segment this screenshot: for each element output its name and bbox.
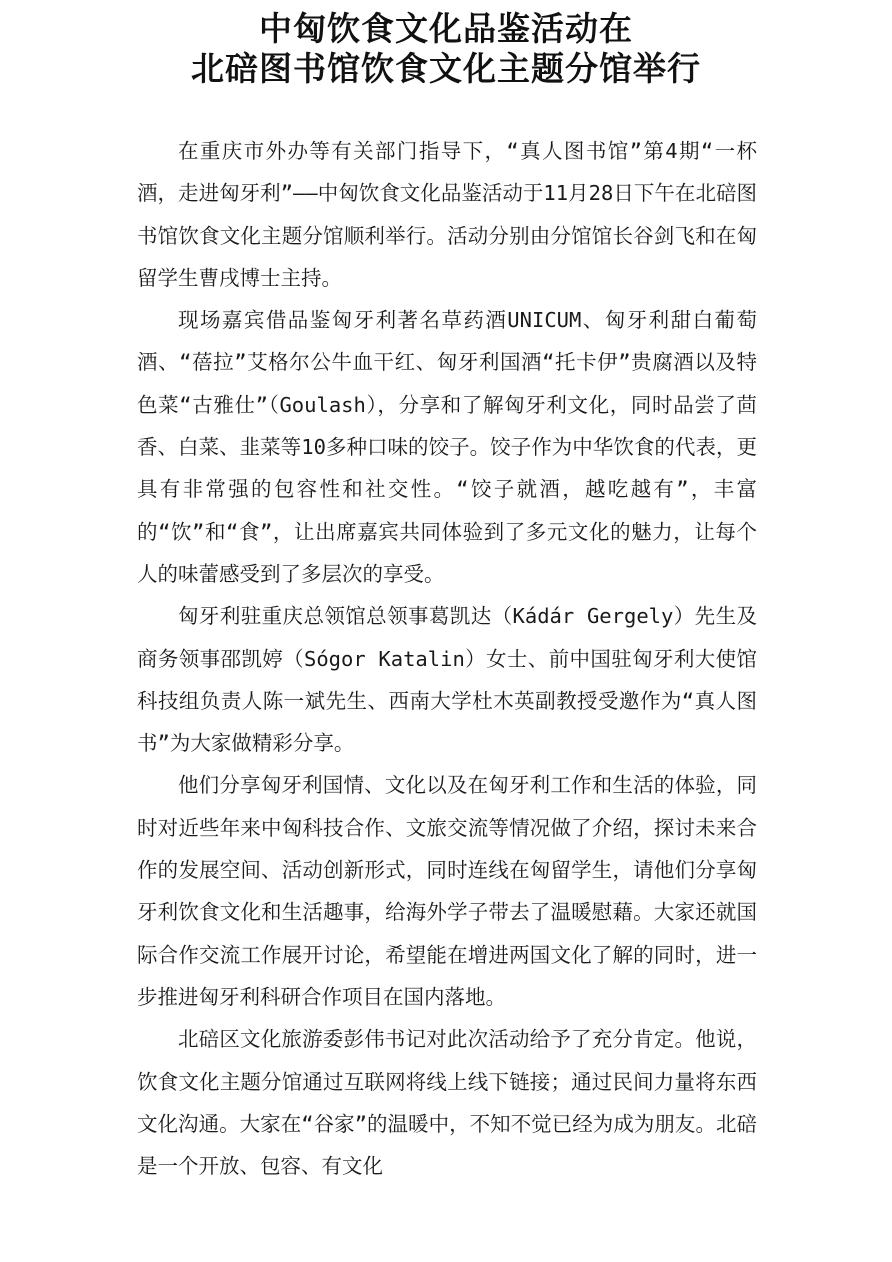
paragraph-tasting: 现场嘉宾借品鉴匈牙利著名草药酒UNICUM、匈牙利甜白葡萄酒、“蓓拉”艾格尔公牛血干红、匈牙利国酒“托卡伊”贵腐酒以及特色菜“古雅仕”（Goulash），分享和了解匈牙利文化，同时品尝了茴香、白菜、韭菜等10多种口味的饺子。饺子作为中华饮食的代表，更具有非常强的包容性和社交性。“饺子就酒，越吃越有”，丰富的“饮”和“食”，让出席嘉宾共同体验到了多元文化的魅力，让每个人的味蕾感受到了多层次的享受。 bbox=[137, 308, 757, 586]
paragraph-sharing: 他们分享匈牙利国情、文化以及在匈牙利工作和生活的体验，同时对近些年来中匈科技合作、文旅交流等情况做了介绍，探讨未来合作的发展空间、活动创新形式，同时连线在匈留学生，请他们分享匈牙利饮食文化和生活趣事，给海外学子带去了温暖慰藉。大家还就国际合作交流工作展开讨论，希望能在增进两国文化了解的同时，进一步推进匈牙利科研合作项目在国内落地。 bbox=[137, 773, 757, 1009]
paragraph-intro: 在重庆市外办等有关部门指导下，“真人图书馆”第4期“一杯酒，走进匈牙利”——中匈饮食文化品鉴活动于11月28日下午在北碚图书馆饮食文化主题分馆顺利举行。活动分别由分馆馆长谷剑飞和在匈留学生曹戌博士主持。 bbox=[137, 139, 757, 290]
article-body bbox=[137, 130, 757, 1187]
document-title-line-1: 中匈饮食文化品鉴活动在 bbox=[259, 9, 633, 48]
document-title-line-2: 北碚图书馆饮食文化主题分馆举行 bbox=[191, 49, 701, 88]
paragraph-guests: 匈牙利驻重庆总领馆总领事葛凯达（Kádár Gergely）先生及商务领事邵凯婷（Sógor Katalin）女士、前中国驻匈牙利大使馆科技组负责人陈一斌先生、西南大学杜木英副教授受邀作为“真人图书”为大家做精彩分享。 bbox=[137, 604, 757, 756]
paragraph-remarks: 北碚区文化旅游委彭伟书记对此次活动给予了充分肯定。他说，饮食文化主题分馆通过互联网将线上线下链接；通过民间力量将东西文化沟通。大家在“谷家”的温暖中，不知不觉已经为成为朋友。北碚是一个开放、包容、有文化 bbox=[137, 1027, 757, 1179]
